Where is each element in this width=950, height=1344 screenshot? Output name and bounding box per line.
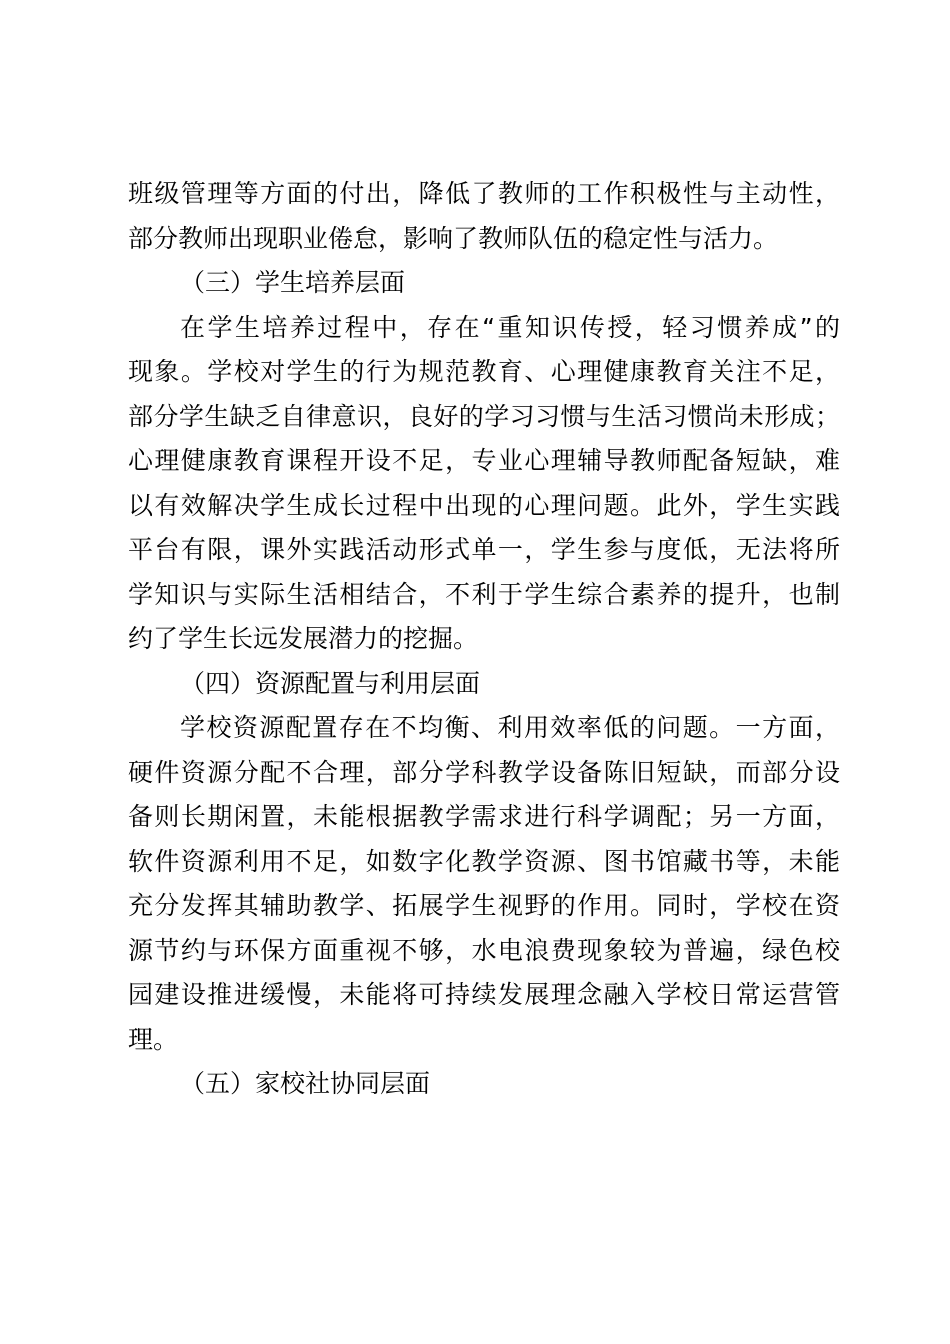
paragraph-line: 现象。学校对学生的行为规范教育、心理健康教育关注不足， (128, 357, 840, 386)
paragraph-line: 心理健康教育课程开设不足，专业心理辅导教师配备短缺，难 (128, 446, 840, 475)
paragraph-line: 源节约与环保方面重视不够，水电浪费现象较为普遍，绿色校 (128, 935, 840, 965)
section-heading: （五）家校社协同层面 (180, 1069, 431, 1098)
paragraph-line: 平台有限，课外实践活动形式单一，学生参与度低，无法将所 (128, 535, 840, 564)
paragraph-line: 在学生培养过程中，存在“重知识传授，轻习惯养成”的 (180, 312, 840, 342)
paragraph-line: 备则长期闲置，未能根据教学需求进行科学调配；另一方面， (128, 802, 840, 831)
paragraph-line: 部分学生缺乏自律意识，良好的学习习惯与生活习惯尚未形成； (128, 401, 840, 431)
paragraph-line: 理。 (128, 1024, 179, 1054)
paragraph-line: 硬件资源分配不合理，部分学科教学设备陈旧短缺，而部分设 (128, 757, 840, 787)
paragraph-line: 园建设推进缓慢，未能将可持续发展理念融入学校日常运营管 (128, 980, 840, 1009)
paragraph-line: 以有效解决学生成长过程中出现的心理问题。此外，学生实践 (128, 490, 840, 520)
paragraph-line: 学知识与实际生活相结合，不利于学生综合素养的提升，也制 (128, 579, 840, 609)
paragraph-line: 学校资源配置存在不均衡、利用效率低的问题。一方面， (180, 713, 840, 742)
paragraph-line: 充分发挥其辅助教学、拓展学生视野的作用。同时，学校在资 (128, 891, 840, 920)
document-body (128, 172, 840, 1107)
paragraph-line: 班级管理等方面的付出，降低了教师的工作积极性与主动性， (128, 179, 840, 208)
paragraph-line: 约了学生长远发展潜力的挖掘。 (128, 624, 479, 653)
paragraph-line: 软件资源利用不足，如数字化教学资源、图书馆藏书等，未能 (128, 846, 840, 876)
section-heading: （三）学生培养层面 (180, 268, 406, 297)
paragraph-line: 部分教师出现职业倦怠，影响了教师队伍的稳定性与活力。 (128, 223, 779, 253)
section-heading: （四）资源配置与利用层面 (180, 668, 481, 698)
